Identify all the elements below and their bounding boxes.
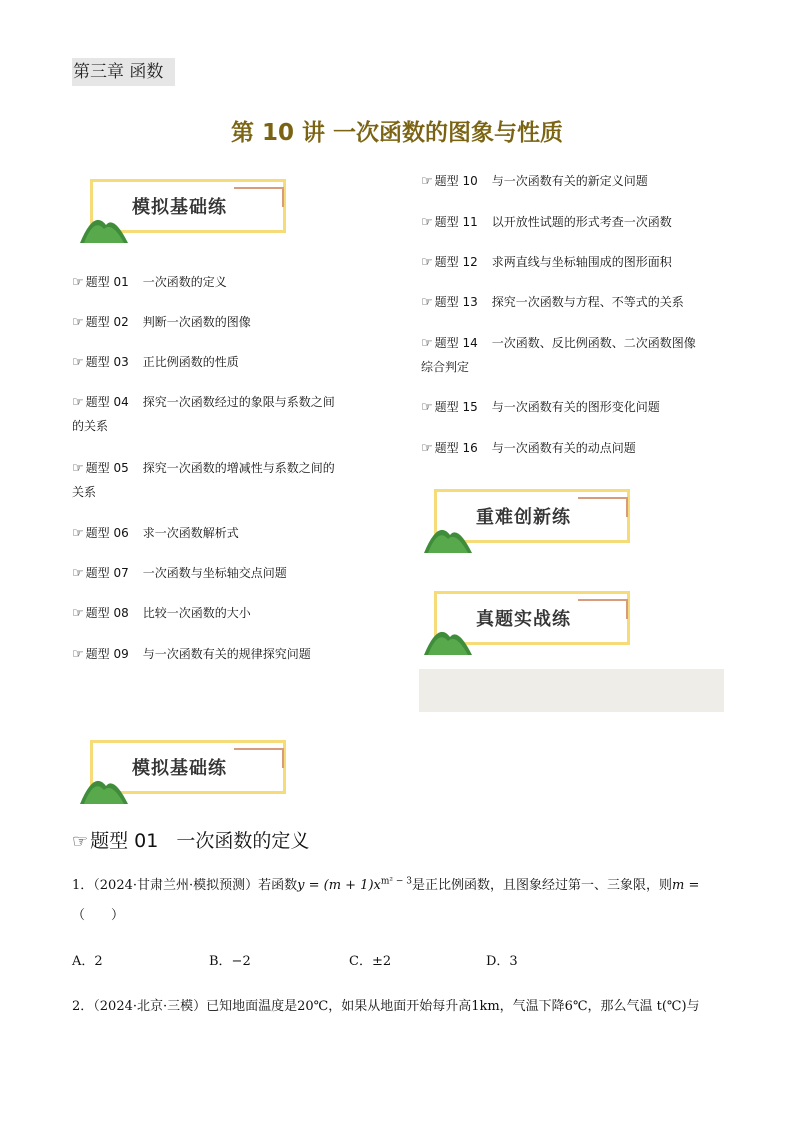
formula: y = (m + 1)x (297, 878, 381, 893)
list-item[interactable]: ☞ 题型 08 比较一次函数的大小 (72, 601, 251, 626)
hill-icon (80, 768, 130, 804)
hill-icon (80, 207, 130, 243)
list-item[interactable]: ☞ 题型 01 一次函数的定义 (72, 270, 227, 295)
section-heading: ☞ 题型 01 一次函数的定义 (72, 830, 310, 852)
question-2: 2．（2024·北京·三模）已知地面温度是20℃，如果从地面开始每升高1km，气温下降6℃，那么气温 t(℃)与 (72, 999, 700, 1014)
banner-corner-mark (578, 497, 628, 517)
banner-corner-mark (578, 599, 628, 619)
list-item[interactable]: ☞ 题型 15 与一次函数有关的图形变化问题 (421, 395, 660, 420)
list-item-continuation: 的关系 (72, 419, 109, 433)
option-c[interactable]: C．±2 (349, 954, 392, 969)
list-item[interactable]: ☞ 题型 16 与一次函数有关的动点问题 (421, 436, 636, 461)
question-1: 1．（2024·甘肃兰州·模拟预测）若函数$y = (m + 1)x^{m^2 - 3}$是正比例函数，且图象经过第一、三象限，则m = (72, 876, 700, 893)
pointing-hand-icon: ☞ (421, 336, 433, 351)
option-b[interactable]: B．−2 (209, 954, 251, 969)
banner-basic-section (80, 740, 290, 800)
pointing-hand-icon: ☞ (72, 275, 84, 290)
list-item[interactable]: ☞ 题型 13 探究一次函数与方程、不等式的关系 (421, 290, 684, 315)
list-item[interactable]: ☞ 题型 04 探究一次函数经过的象限与系数之间 (72, 390, 335, 415)
list-item[interactable]: ☞ 题型 07 一次函数与坐标轴交点问题 (72, 561, 287, 586)
banner-real (424, 591, 634, 651)
gray-placeholder-box (419, 669, 724, 712)
formula-exponent: m² − 3 (380, 876, 412, 887)
list-item-continuation: 综合判定 (421, 360, 470, 374)
banner-corner-mark (234, 748, 284, 768)
list-item[interactable]: ☞ 题型 02 判断一次函数的图像 (72, 310, 251, 335)
banner-hard (424, 489, 634, 549)
hill-icon (424, 619, 474, 655)
pointing-hand-icon: ☞ (421, 441, 433, 456)
list-item[interactable]: ☞ 题型 11 以开放性试题的形式考查一次函数 (421, 210, 672, 235)
pointing-hand-icon: ☞ (72, 831, 89, 852)
banner-corner-mark (234, 187, 284, 207)
answer-blank: （ ） (72, 908, 125, 923)
banner-label: 真题实战练 (476, 609, 571, 630)
banner-label: 模拟基础练 (132, 758, 227, 779)
list-item[interactable]: ☞ 题型 09 与一次函数有关的规律探究问题 (72, 642, 311, 667)
page-title: 第 10 讲 一次函数的图象与性质 (230, 120, 564, 146)
pointing-hand-icon: ☞ (72, 566, 84, 581)
option-d[interactable]: D．3 (486, 954, 518, 969)
banner-label: 模拟基础练 (132, 197, 227, 218)
hill-icon (424, 517, 474, 553)
pointing-hand-icon: ☞ (72, 647, 84, 662)
pointing-hand-icon: ☞ (72, 526, 84, 541)
banner-basic-top (80, 179, 290, 239)
pointing-hand-icon: ☞ (72, 355, 84, 370)
list-item[interactable]: ☞ 题型 12 求两直线与坐标轴围成的图形面积 (421, 250, 672, 275)
pointing-hand-icon: ☞ (72, 315, 84, 330)
option-a[interactable]: A．2 (72, 954, 103, 969)
list-item[interactable]: ☞ 题型 03 正比例函数的性质 (72, 350, 239, 375)
list-item[interactable]: ☞ 题型 05 探究一次函数的增减性与系数之间的 (72, 456, 335, 481)
list-item[interactable]: ☞ 题型 10 与一次函数有关的新定义问题 (421, 169, 648, 194)
pointing-hand-icon: ☞ (72, 461, 84, 476)
list-item[interactable]: ☞ 题型 14 一次函数、反比例函数、二次函数图像 (421, 331, 696, 356)
pointing-hand-icon: ☞ (421, 255, 433, 270)
chapter-label: 第三章 函数 (72, 58, 175, 86)
list-item[interactable]: ☞ 题型 06 求一次函数解析式 (72, 521, 239, 546)
pointing-hand-icon: ☞ (421, 400, 433, 415)
pointing-hand-icon: ☞ (72, 395, 84, 410)
pointing-hand-icon: ☞ (421, 295, 433, 310)
pointing-hand-icon: ☞ (421, 174, 433, 189)
pointing-hand-icon: ☞ (421, 215, 433, 230)
banner-label: 重难创新练 (476, 507, 571, 528)
pointing-hand-icon: ☞ (72, 606, 84, 621)
list-item-continuation: 关系 (72, 485, 97, 499)
